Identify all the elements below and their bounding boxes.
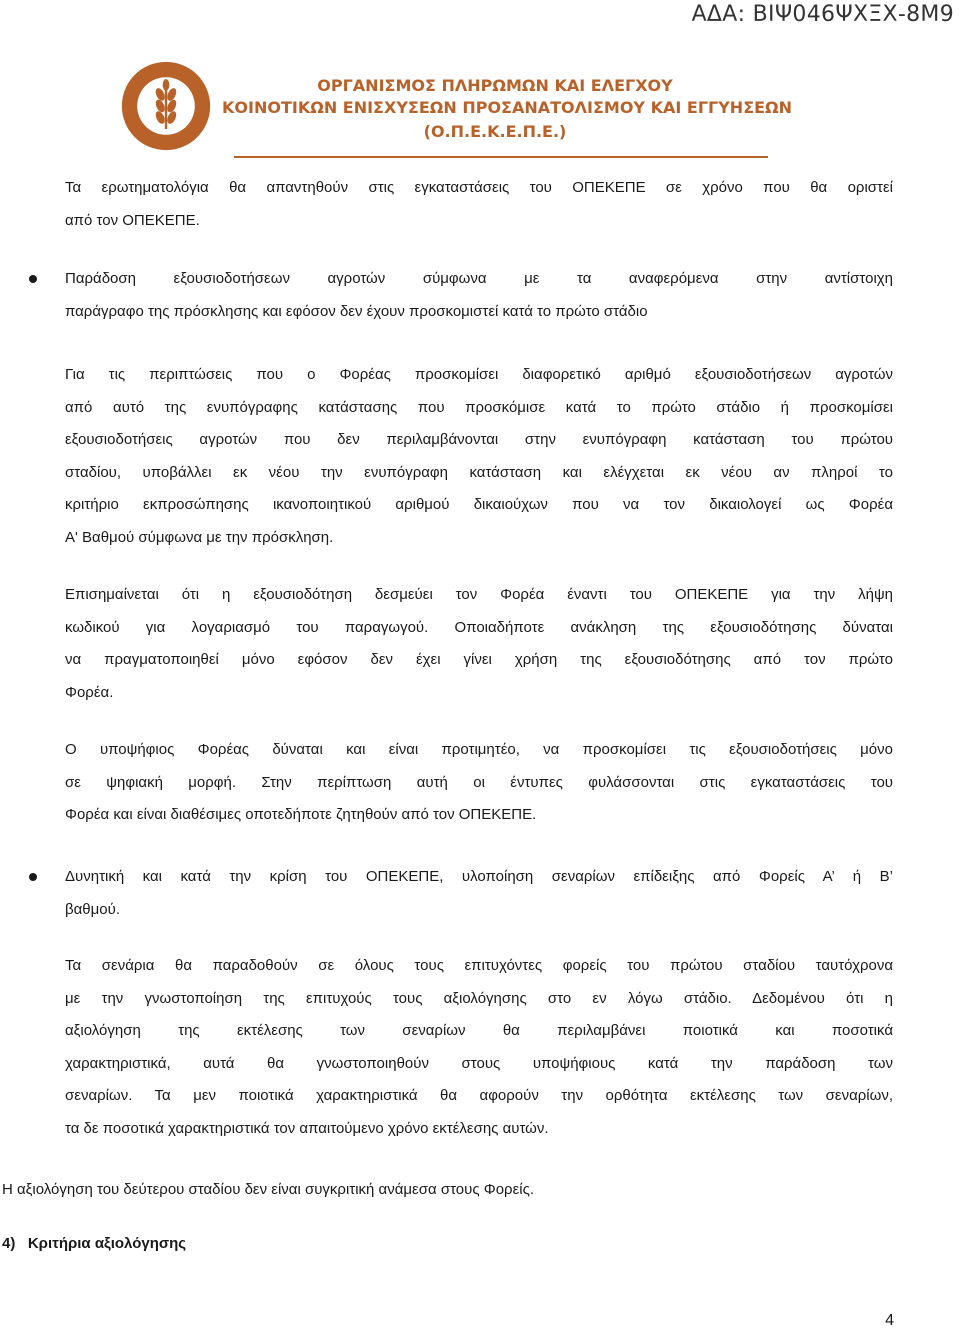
paragraph-scenarios (65, 950, 893, 1145)
text-line: Α' Βαθμού σύμφωνα με την πρόσκληση. (65, 528, 334, 546)
text-line: κριτήριο εκπροσώπησης ικανοποιητικού αριθμού δικαιούχων που να τον δικαιολογεί ως Φορέα (65, 496, 893, 513)
bullet-demo-scenarios (65, 861, 893, 926)
bullet-icon (29, 275, 37, 283)
document-header (118, 52, 793, 162)
text-line: αξιολόγηση της εκτέλεσης των σεναρίων θα περιλαμβάνει ποιοτικά και ποσοτικά (65, 1022, 893, 1039)
text-line: σεναρίων. Τα μεν ποιοτικά χαρακτηριστικά θα αφορούν την ορθότητα εκτέλεσης των σεναρίων, (65, 1087, 893, 1104)
org-acronym: (Ο.Π.Ε.Κ.Ε.Π.Ε.) (423, 122, 567, 141)
org-name-line-1: ΟΡΓΑΝΙΣΜΟΣ ΠΛΗΡΩΜΩΝ ΚΑΙ ΕΛΕΓΧΟΥ (317, 76, 673, 95)
page-number: 4 (885, 1312, 894, 1329)
text-line: Τα ερωτηματολόγια θα απαντηθούν στις εγκαταστάσεις του ΟΠΕΚΕΠΕ σε χρόνο που θα οριστεί (65, 179, 893, 196)
text-line: τα δε ποσοτικά χαρακτηριστικά τον απαιτούμενο χρόνο εκτέλεσης αυτών. (65, 1119, 549, 1137)
text-line: με την γνωστοποίηση της επιτυχούς τους αξιολόγησης στο εν λόγω στάδιο. Δεδομένου ότι η (65, 989, 893, 1007)
paragraph-questionnaires (65, 172, 893, 237)
paragraph-different-count (65, 359, 893, 554)
text-line: σταδίου, υποβάλλει εκ νέου την ενυπόγραφη κατάσταση και ελέγχεται εκ νέου αν πληροί το (65, 463, 893, 481)
text-line: Παράδοση εξουσιοδοτήσεων αγροτών σύμφωνα με τα αναφερόμενα στην αντίστοιχη (65, 270, 893, 287)
paragraph-second-stage (2, 1174, 902, 1207)
text-line: Ο υποψήφιος Φορέας δύναται και είναι προτιμητέο, να προσκομίσει τις εξουσιοδοτήσεις μόνο (65, 741, 893, 758)
text-line: από αυτό της ενυπόγραφης κατάστασης που προσκόμισε κατά το πρώτο στάδιο ή προσκομίσει (65, 398, 893, 416)
text-line: χαρακτηριστικά, αυτά θα γνωστοποιηθούν στους υποψήφιους κατά την παράδοση των (65, 1054, 893, 1072)
text-line: Φορέα. (65, 683, 114, 701)
text-line: από τον ΟΠΕΚΕΠΕ. (65, 211, 200, 229)
text-line: βαθμού. (65, 900, 120, 918)
paragraph-authorization-binding (65, 579, 893, 709)
bullet-icon (29, 873, 37, 881)
text-line: να πραγματοποιηθεί μόνο εφόσον δεν έχει γίνει χρήση της εξουσιοδότησης από τον πρώτο (65, 651, 893, 668)
ada-stamp: ΑΔΑ: ΒΙΨ046ΨΧΞΧ-8Μ9 (691, 2, 954, 27)
text-line: Φορέα και είναι διαθέσιμες οποτεδήποτε ζητηθούν από τον ΟΠΕΚΕΠΕ. (65, 806, 537, 823)
bullet-authorizations (65, 263, 893, 328)
text-line: Για τις περιπτώσεις που ο Φορέας προσκομίσει διαφορετικό αριθμό εξουσιοδοτήσεων αγροτών (65, 366, 893, 383)
text-line: κωδικού για λογαριασμό του παραγωγού. Οποιαδήποτε ανάκληση της εξουσιοδότησης δύναται (65, 618, 893, 636)
text-line: Η αξιολόγηση του δεύτερου σταδίου δεν είναι συγκριτική ανάμεσα στους Φορείς. (2, 1181, 534, 1198)
text-line: παράγραφο της πρόσκλησης και εφόσον δεν έχουν προσκομιστεί κατά το πρώτο στάδιο (65, 302, 648, 320)
text-line: Δυνητική και κατά την κρίση του ΟΠΕΚΕΠΕ, υλοποίηση σεναρίων επίδειξης από Φορείς Α’ ή Β’ (65, 868, 893, 885)
text-line: Τα σενάρια θα παραδοθούν σε όλους τους επιτυχόντες φορείς του πρώτου σταδίου ταυτόχρονα (65, 957, 893, 974)
text-line: Επισημαίνεται ότι η εξουσιοδότηση δεσμεύει τον Φορέα έναντι του ΟΠΕΚΕΠΕ για την λήψη (65, 586, 893, 603)
text-line: σε ψηφιακή μορφή. Στην περίπτωση αυτή οι έντυπες φυλάσσονται στις εγκαταστάσεις του (65, 773, 893, 791)
header-rule (234, 156, 768, 158)
section-heading-evaluation-criteria (2, 1228, 602, 1261)
paragraph-digital-form (65, 734, 893, 832)
heading-text: 4) Κριτήρια αξιολόγησης (2, 1235, 187, 1252)
text-line: εξουσιοδοτήσεις αγροτών που δεν περιλαμβάνονται στην ενυπόγραφη κατάσταση του πρώτου (65, 431, 893, 448)
opekepe-logo (118, 58, 214, 154)
org-name-line-2: ΚΟΙΝΟΤΙΚΩΝ ΕΝΙΣΧΥΣΕΩΝ ΠΡΟΣΑΝΑΤΟΛΙΣΜΟΥ ΚΑΙ ΕΓΓΥΗΣΕΩΝ (222, 98, 793, 117)
